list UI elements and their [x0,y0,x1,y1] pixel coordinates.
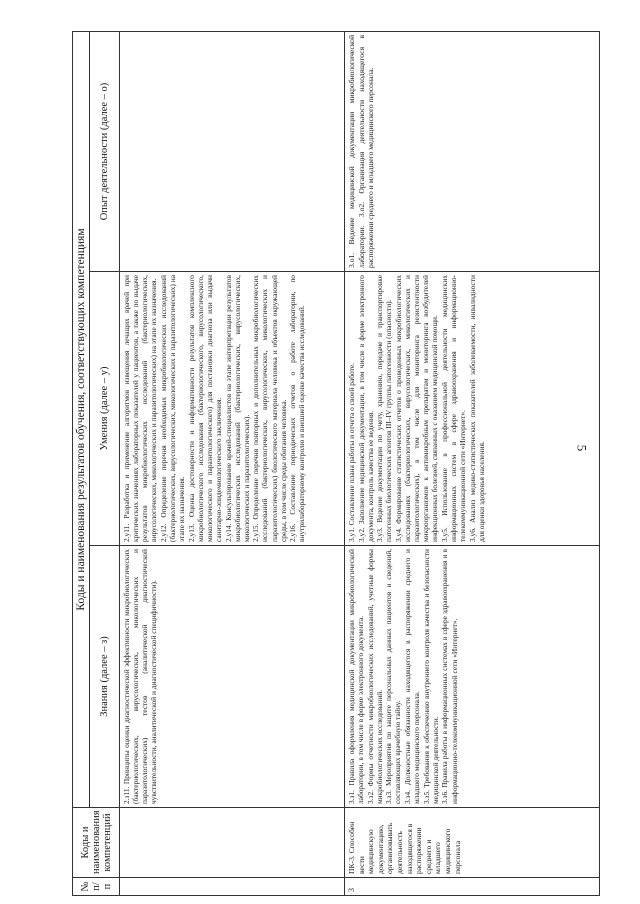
list-item: 3.у4. Формирование статистических отчетов о проведенных микробиологических исследованиях (бактериологических, вирусологических, микологических и паразитологических), в том числе для мониторинга резистентности микроорганизмов к антимикробным препаратам и мониторинга возбудителей инфекционных болезней, связанных с оказанием медицинской помощи. [393,275,440,542]
list-item: 2.у16. Составление периодических отчетов о работе лаборатории, по внутрилабораторному контролю и внешней оценке качества исследований. [288,275,307,542]
table-row [345,31,600,895]
competency-table [72,31,600,896]
table-title: Коды и наименования результатов обучения, соответствующих компетенциям [73,31,90,807]
knowledge-cell [345,546,600,808]
list-item: 3.у3. Ведение документации по учету, хранению, передаче и транспортировке патогенных биологических агентов III–IV группы патогенности (опасности). [375,275,394,542]
list-item: 2.у15. Определение перечня повторных и дополнительных микробиологических исследований (бактериологических, вирусологических, микологических и паразитологических) биологического материала человека и объектов окружающей среды, в том числе среды обитания человека. [251,275,288,542]
list-item: 3.з4. Должностные обязанности находящегося в распоряжении среднего и младшего медицинского персонала. [403,549,422,804]
experience-cell [120,31,345,271]
list-item: 3.у6. Анализ медико-статистических показателей заболеваемости, инвалидности для оценки здоровья населения. [467,275,486,542]
experience-cell: 3.о1. Ведение медицинской документации микробиологической лаборатории. 3.о2. Организация деятельности находящегося в распоряжении среднего и младшего медицинского персонала. [345,31,600,271]
header-competency: Коды и наименования компетенций [73,808,120,878]
list-item: 3.з2. Формы отчетности микробиологических исследований, учетные формы микробиологических исследований. [365,549,384,804]
page-number: 5 [574,444,590,452]
rotated-page-frame [72,32,628,896]
list-item: 3.з6. Правила работы в информационных системах в сфере здравоохранения и в информационно-телекоммуникационной сети «Интернет». [440,549,459,804]
competency-cell: ПК-3. Способен вести медицинскую документацию, организовывать деятельность находящегося в распоряжении среднего и младшего медицинского персонала [345,808,600,878]
table-row [120,31,345,895]
list-item: 2.у14. Консультирование врачей-специалистов на этапе интерпретации результатов микробиологических исследований (бактериологических, вирусологических, микологических и паразитологических). [223,275,251,542]
list-item: 3.у2. Заполнение медицинской документации, в том числе в форме электронного документа, контроль качества ее ведения. [356,275,375,542]
list-item: 3.з5. Требования к обеспечению внутреннего контроля качества и безопасности медицинской деятельности. [421,549,440,804]
competency-table-container [72,32,628,896]
list-item: 3.у1. Составление плана работы и отчета о своей работе. [347,363,356,542]
row-number: 3 [345,878,600,896]
skills-cell [345,272,600,546]
list-item: 2.у11. Разработка и применение алгоритмов извещения лечащих врачей при критических значениях лабораторных показателей у пациентов, а также по выдаче результатов микробиологических исследований (бактериологических, вирусологических, микологических и паразитологических) на этапе их назначения. [122,275,159,542]
header-num: № п/п [73,878,120,896]
header-skills: Умения (далее – у) [90,272,120,546]
list-item: 3.з1. Правила оформления медицинской документации микробиологической лаборатории, в том числе в форме электронного документа. [347,549,366,804]
competency-cell [120,808,345,878]
knowledge-cell [120,546,345,808]
list-item: 2.з11. Принципы оценки диагностической эффективности микробиологических (бактериологических, вирусологических, микологических и паразитологических) тестов (аналитической диагностической чувствительности, аналитической и диагностической специфичности). [122,549,159,804]
header-experience: Опыт деятельности (далее – о) [90,31,120,271]
list-item: 2.у12. Определение перечня необходимых микробиологических исследований (бактериологических, вирусологических, микологических и паразитологических) на этапе их назначения. [158,275,187,542]
skills-cell [120,272,345,546]
row-number [120,878,345,896]
list-item: 2.у13. Оценка достоверности и информативности результатов комплексного микробиологического исследования (бактериологического, вирусологического, микологического и паразитологического) для постановки диагноза или выдачи санитарно-эпидемиологического заключения. [186,275,223,542]
list-item: 3.у5. Использование в профессиональной деятельности медицинских информационных систем в сфере здравоохранения и информационно-телекоммуникационной сети «Интернет». [439,275,468,542]
header-knowledge: Знания (далее – з) [90,546,120,808]
list-item: 3.з3. Мероприятия по защите персональных данных пациентов и сведений, составляющих врачебную тайну. [384,549,403,804]
